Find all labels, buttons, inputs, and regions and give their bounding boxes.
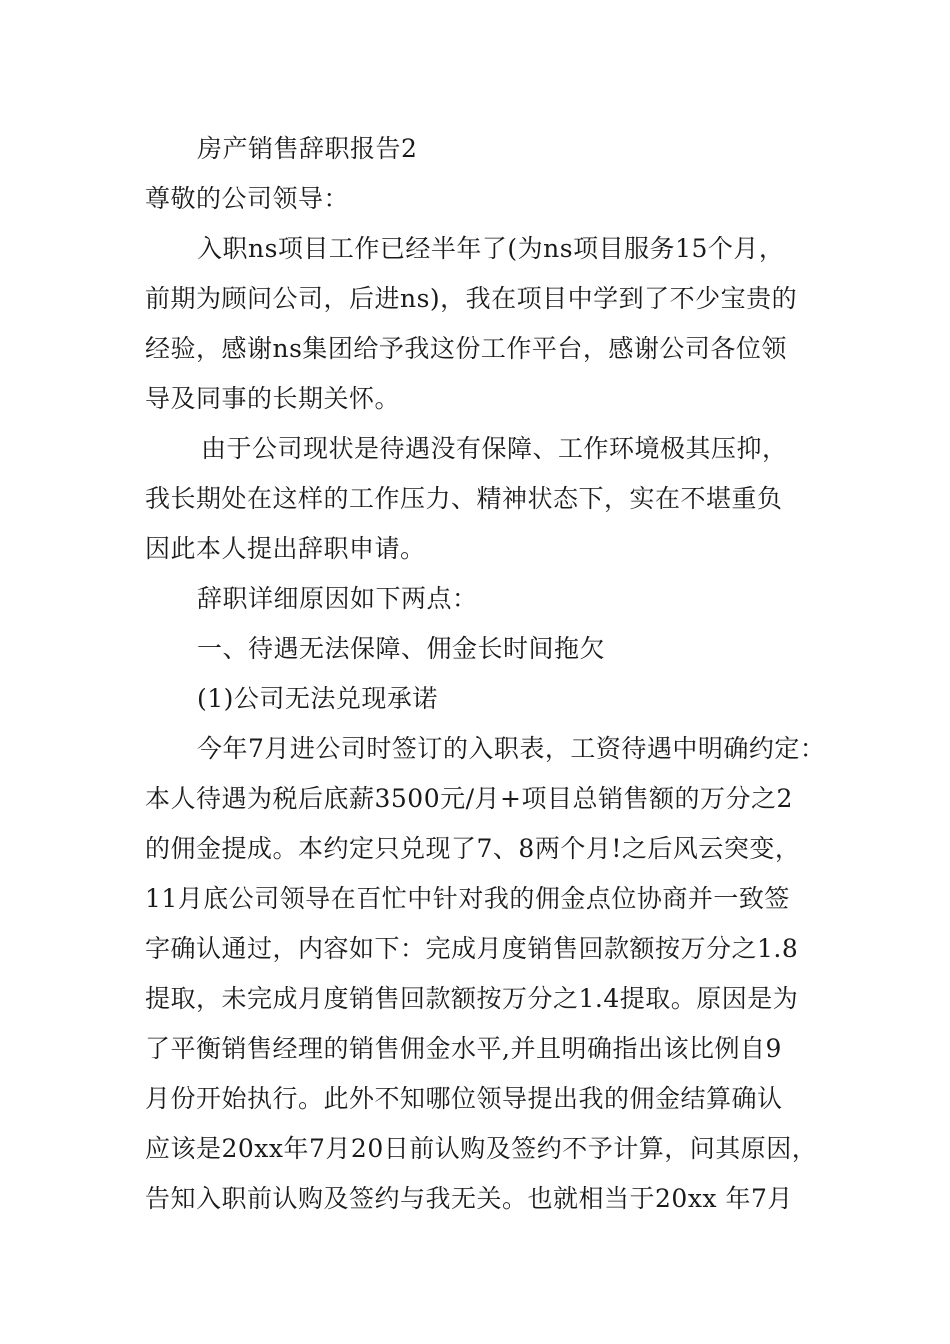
paragraph-line: 前期为顾问公司，后进ns)，我在项目中学到了不少宝贵的 <box>145 284 798 313</box>
paragraph-line: 应该是20xx年7月20日前认购及签约不予计算，问其原因， <box>145 1134 818 1163</box>
paragraph-line: 入职ns项目工作已经半年了(为ns项目服务15个月， <box>197 234 785 263</box>
paragraph-line: 了平衡销售经理的销售佣金水平,并且明确指出该比例自9 <box>145 1034 782 1063</box>
paragraph-line: 月份开始执行。此外不知哪位领导提出我的佣金结算确认 <box>145 1084 783 1113</box>
paragraph-line: 经验，感谢ns集团给予我这份工作平台，感谢公司各位领 <box>145 334 787 363</box>
paragraph-line: 11月底公司领导在百忙中针对我的佣金点位协商并一致签 <box>145 884 790 913</box>
salutation: 尊敬的公司领导： <box>145 184 350 213</box>
subsection-heading: (1)公司无法兑现承诺 <box>197 684 438 713</box>
paragraph-line: 提取，未完成月度销售回款额按万分之1.4提取。原因是为 <box>145 984 799 1013</box>
paragraph-line: 告知入职前认购及签约与我无关。也就相当于20xx 年7月 <box>145 1184 793 1213</box>
paragraph-line: 因此本人提出辞职申请。 <box>145 534 426 563</box>
paragraph-line: 今年7月进公司时签订的入职表，工资待遇中明确约定： <box>197 734 826 763</box>
paragraph-line: 本人待遇为税后底薪3500元/月+项目总销售额的万分之2 <box>145 784 793 813</box>
paragraph-line: 辞职详细原因如下两点： <box>197 584 478 613</box>
paragraph-line: 导及同事的长期关怀。 <box>145 384 401 413</box>
section-heading: 一、待遇无法保障、佣金长时间拖欠 <box>197 634 606 663</box>
paragraph-line: 由于公司现状是待遇没有保障、工作环境极其压抑， <box>201 434 788 463</box>
paragraph-line: 的佣金提成。本约定只兑现了7、8两个月!之后风云突变， <box>145 834 801 863</box>
document-title: 房产销售辞职报告2 <box>197 134 418 163</box>
paragraph-line: 字确认通过，内容如下：完成月度销售回款额按万分之1.8 <box>145 934 799 963</box>
paragraph-line: 我长期处在这样的工作压力、精神状态下，实在不堪重负 <box>145 484 783 513</box>
